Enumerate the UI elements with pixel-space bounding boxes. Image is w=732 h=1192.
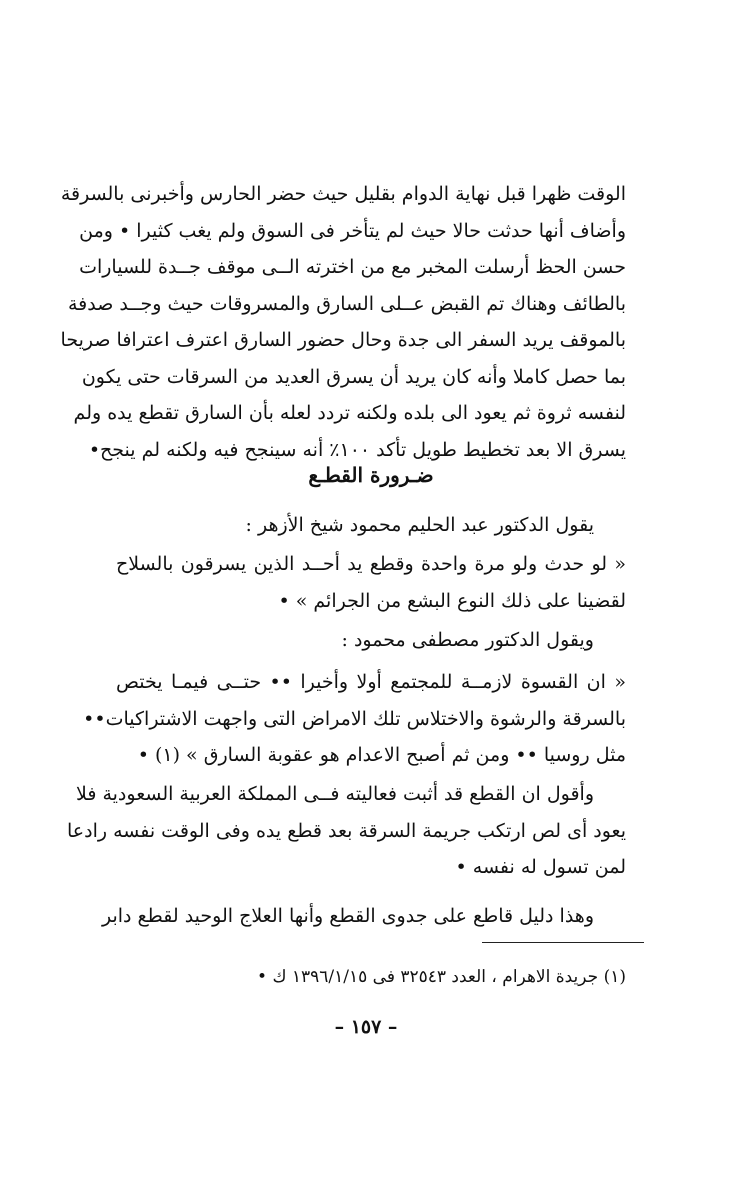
quote-intro-2 (116, 622, 594, 659)
text-line: يقول الدكتور عبد الحليم محمود شيخ الأزهر : (245, 514, 594, 536)
footnote-divider (482, 942, 644, 943)
text-line: يسرق الا بعد تخطيط طويل تأكد ١٠٠٪ أنه سينجح فيه ولكنه لم ينجح• (88, 438, 626, 461)
text-line: وأضاف أنها حدثت حالا حيث لم يتأخر فى السوق ولم يغب كثيرا • ومن (79, 219, 626, 242)
quote-2 (83, 664, 626, 774)
text-line: لمن تسول له نفسه • (455, 856, 626, 878)
paragraph-1 (60, 176, 626, 468)
text-line: لقضينا على ذلك النوع البشع من الجرائم » • (278, 589, 626, 612)
text-line: بما حصل كاملا وأنه كان يريد أن يسرق العديد من السرقات حتى يكون (81, 365, 626, 388)
text-line: بالطائف وهناك تم القبض عــلى السارق والمسروقات حيث وجــد صدفة (67, 292, 626, 315)
text-line: الوقت ظهرا قبل نهاية الدوام بقليل حيث حضر الحارس وأخبرنى بالسرقة (60, 183, 626, 205)
text-line: حسن الحظ أرسلت المخبر مع من اخترته الــى موقف جــدة للسيارات (79, 256, 626, 278)
text-line: يعود أى لص ارتكب جريمة السرقة بعد قطع يده وفى الوقت نفسه رادعا (67, 819, 626, 842)
text-line: مثل روسيا •• ومن ثم أصبح الاعدام هو عقوبة السارق » (١) • (137, 744, 626, 766)
text-line: ويقول الدكتور مصطفى محمود : (341, 629, 594, 651)
quote-intro-1 (116, 507, 594, 544)
section-heading: ضـرورة القطـع (308, 463, 434, 487)
text-line: وهذا دليل قاطع على جدوى القطع وأنها العلاج الوحيد لقطع دابر (102, 905, 594, 927)
quote-1 (116, 546, 626, 619)
text-line: « ان القسوة لازمــة للمجتمع أولا وأخيرا •• حتــى فيمـا يختص (116, 671, 626, 693)
paragraph-3 (102, 898, 626, 935)
text-line: بالموقف يريد السفر الى جدة وحال حضور السارق اعترف اعترافا صريحا (60, 329, 626, 351)
text-line: لنفسه ثروة ثم يعود الى بلده ولكنه تردد لعله بأن السارق تقطع يده ولم (73, 402, 626, 424)
page-number: – ١٥٧ – (334, 1016, 398, 1038)
footnote: (١) جريدة الاهرام ، العدد ٣٢٥٤٣ فى ١٣٩٦/١/١٥ ك • (257, 967, 626, 987)
paragraph-2 (67, 776, 626, 886)
text-line: بالسرقة والرشوة والاختلاس تلك الامراض التى واجهت الاشتراكيات•• (83, 707, 626, 730)
text-line: وأقول ان القطع قد أثبت فعاليته فــى المملكة العربية السعودية فلا (76, 783, 594, 805)
text-line: « لو حدث ولو مرة واحدة وقطع يد أحــد الذين يسرقون بالسلاح (116, 553, 626, 575)
